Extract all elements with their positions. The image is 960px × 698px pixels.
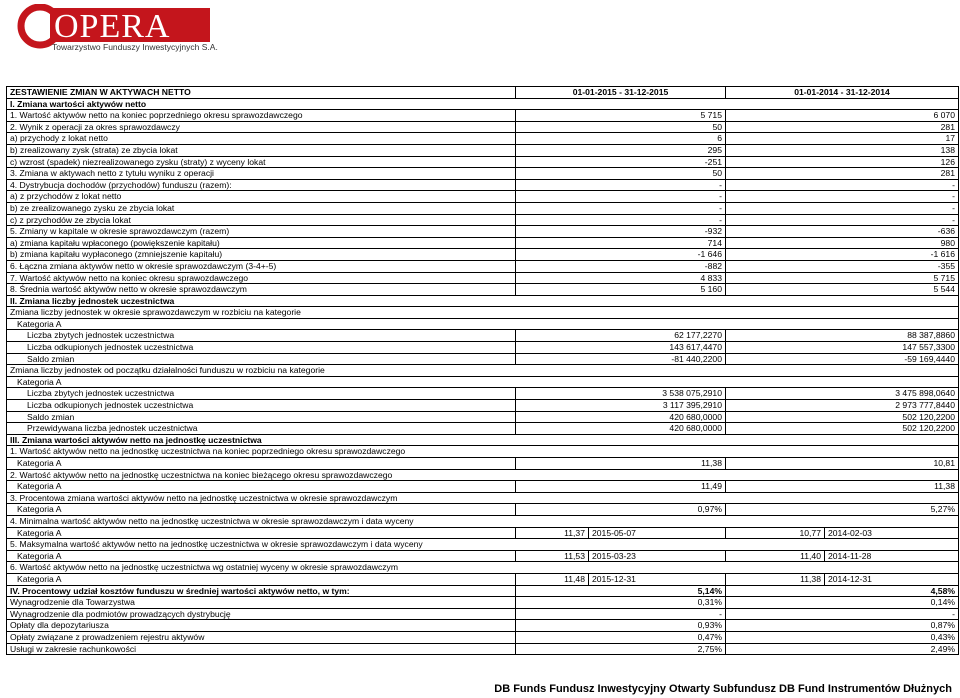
section-title-row	[7, 585, 959, 597]
table-row	[7, 214, 959, 226]
row-label: Wynagrodzenie dla podmiotów prowadzących dystrybucję	[7, 608, 516, 620]
value-previous: 5,27%	[726, 504, 959, 516]
table-row	[7, 272, 959, 284]
table-row	[7, 249, 959, 261]
row-label: a) zmiana kapitału wpłaconego (powiększenie kapitału)	[7, 237, 516, 249]
section-3-dated-body	[7, 515, 959, 585]
row-label: b) zrealizowany zysk (strata) ze zbycia lokat	[7, 144, 516, 156]
table-row	[7, 330, 959, 342]
table-row	[7, 133, 959, 145]
value-previous: -	[726, 179, 959, 191]
row-label: c) z przychodów ze zbycia lokat	[7, 214, 516, 226]
period-current: 01-01-2015 - 31-12-2015	[516, 87, 726, 99]
subsection-title: 2. Wartość aktywów netto na jednostkę uczestnictwa na koniec bieżącego okresu sprawozdawczego	[7, 469, 959, 481]
table-row	[7, 504, 959, 516]
table-title: ZESTAWIENIE ZMIAN W AKTYWACH NETTO	[7, 87, 516, 99]
value-current: 4 833	[516, 272, 726, 284]
value-previous: -1 616	[726, 249, 959, 261]
value-previous: -636	[726, 226, 959, 238]
row-label: c) wzrost (spadek) niezrealizowanego zysku (straty) z wyceny lokat	[7, 156, 516, 168]
section-1-title: I. Zmiana wartości aktywów netto	[7, 98, 959, 110]
value-current: -	[516, 214, 726, 226]
value-current: -	[516, 179, 726, 191]
value-previous: 281	[726, 121, 959, 133]
value-current: 0,97%	[516, 504, 726, 516]
value-previous: 147 557,3300	[726, 342, 959, 354]
category-label: Kategoria A	[7, 504, 516, 516]
value-previous: 10,77	[726, 527, 825, 539]
table-row	[7, 620, 959, 632]
value-current: 62 177,2270	[516, 330, 726, 342]
table-header-row	[7, 87, 959, 99]
value-current: 0,31%	[516, 597, 726, 609]
value-previous: 5 544	[726, 284, 959, 296]
value-current: 3 538 075,2910	[516, 388, 726, 400]
table-row	[7, 168, 959, 180]
value-current: 11,48	[516, 573, 589, 585]
value-current: -932	[516, 226, 726, 238]
value-current: -	[516, 202, 726, 214]
section-title-row	[7, 434, 959, 446]
row-label: b) ze zrealizowanego zysku ze zbycia lokat	[7, 202, 516, 214]
date-previous: 2014-12-31	[825, 573, 959, 585]
value-current: 0,47%	[516, 631, 726, 643]
date-previous: 2014-02-03	[825, 527, 959, 539]
value-previous: 5 715	[726, 272, 959, 284]
value-previous: -59 169,4440	[726, 353, 959, 365]
value-previous: -	[726, 214, 959, 226]
value-previous: -	[726, 608, 959, 620]
section-title-row	[7, 295, 959, 307]
row-label: 3. Zmiana w aktywach netto z tytułu wyniku z operacji	[7, 168, 516, 180]
subsection-title: 6. Wartość aktywów netto na jednostkę uczestnictwa wg ostatniej wyceny w okresie sprawozdawczym	[7, 562, 959, 574]
group-1-body	[7, 330, 959, 365]
row-label: Wynagrodzenie dla Towarzystwa	[7, 597, 516, 609]
section-1-body	[7, 110, 959, 296]
value-current: 5 160	[516, 284, 726, 296]
row-label: Liczba odkupionych jednostek uczestnictwa	[7, 342, 516, 354]
category-label: Kategoria A	[7, 550, 516, 562]
opera-logo	[10, 4, 220, 52]
value-current: -251	[516, 156, 726, 168]
period-previous: 01-01-2014 - 31-12-2014	[726, 87, 959, 99]
category-label: Kategoria A	[7, 573, 516, 585]
table-row	[7, 597, 959, 609]
table-row	[7, 284, 959, 296]
table-row	[7, 237, 959, 249]
table-row	[7, 353, 959, 365]
row-label: Opłaty związane z prowadzeniem rejestru aktywów	[7, 631, 516, 643]
table-row	[7, 156, 959, 168]
table-row	[7, 342, 959, 354]
value-previous: 2,49%	[726, 643, 959, 655]
value-previous: 126	[726, 156, 959, 168]
section-4-body	[7, 597, 959, 655]
value-previous: 88 387,8860	[726, 330, 959, 342]
value-current: 50	[516, 168, 726, 180]
value-previous: 6 070	[726, 110, 959, 122]
value-current: 11,38	[516, 458, 726, 470]
value-current: 143 617,4470	[516, 342, 726, 354]
section-title-row	[7, 98, 959, 110]
value-previous: 11,40	[726, 550, 825, 562]
table-row	[7, 458, 959, 470]
value-previous: -	[726, 191, 959, 203]
table-row	[7, 573, 959, 585]
section-4-total-current: 5,14%	[516, 585, 726, 597]
value-previous: 980	[726, 237, 959, 249]
date-current: 2015-12-31	[589, 573, 726, 585]
value-current: -882	[516, 260, 726, 272]
value-current: 295	[516, 144, 726, 156]
table-row	[7, 191, 959, 203]
value-current: 6	[516, 133, 726, 145]
group-2-body	[7, 388, 959, 434]
row-label: Liczba odkupionych jednostek uczestnictwa	[7, 400, 516, 412]
value-previous: 11,38	[726, 481, 959, 493]
date-current: 2015-03-23	[589, 550, 726, 562]
opera-logo-mark	[10, 4, 220, 52]
row-label: 2. Wynik z operacji za okres sprawozdawczy	[7, 121, 516, 133]
value-current: -81 440,2200	[516, 353, 726, 365]
table-row	[7, 608, 959, 620]
subsection-title-row	[7, 562, 959, 574]
row-label: Usługi w zakresie rachunkowości	[7, 643, 516, 655]
value-previous: 3 475 898,0640	[726, 388, 959, 400]
section-2-title: II. Zmiana liczby jednostek uczestnictwa	[7, 295, 959, 307]
value-previous: 502 120,2200	[726, 423, 959, 435]
value-previous: 17	[726, 133, 959, 145]
section-4-total-previous: 4,58%	[726, 585, 959, 597]
value-current: 3 117 395,2910	[516, 400, 726, 412]
category-label: Kategoria A	[7, 458, 516, 470]
category-label: Kategoria A	[7, 527, 516, 539]
row-label: Liczba zbytych jednostek uczestnictwa	[7, 330, 516, 342]
value-previous: 2 973 777,8440	[726, 400, 959, 412]
table-row	[7, 388, 959, 400]
row-label: 7. Wartość aktywów netto na koniec okresu sprawozdawczego	[7, 272, 516, 284]
row-label: Saldo zmian	[7, 353, 516, 365]
category-row	[7, 376, 959, 388]
row-label: 8. Średnia wartość aktywów netto w okresie sprawozdawczym	[7, 284, 516, 296]
table-row	[7, 643, 959, 655]
section-4-title: IV. Procentowy udział kosztów funduszu w średniej wartości aktywów netto, w tym:	[7, 585, 516, 597]
table-row	[7, 226, 959, 238]
subsection-title: 3. Procentowa zmiana wartości aktywów netto na jednostkę uczestnictwa w okresie sprawozdawczym	[7, 492, 959, 504]
subsection-title: 1. Wartość aktywów netto na jednostkę uczestnictwa na koniec poprzedniego okresu sprawozdawczego	[7, 446, 959, 458]
value-previous: -	[726, 202, 959, 214]
group-title-row	[7, 307, 959, 319]
svg-text:OPERA: OPERA	[54, 8, 171, 45]
row-label: 1. Wartość aktywów netto na koniec poprzedniego okresu sprawozdawczego	[7, 110, 516, 122]
footer-fund-name: DB Funds Fundusz Inwestycyjny Otwarty Subfundusz DB Fund Instrumentów Dłużnych	[494, 683, 952, 695]
value-current: -	[516, 191, 726, 203]
subsection-title-row	[7, 539, 959, 551]
table-row	[7, 411, 959, 423]
value-current: -1 646	[516, 249, 726, 261]
value-current: 50	[516, 121, 726, 133]
row-label: Saldo zmian	[7, 411, 516, 423]
value-previous: 0,43%	[726, 631, 959, 643]
date-previous: 2014-11-28	[825, 550, 959, 562]
group-1-title: Zmiana liczby jednostek w okresie sprawozdawczym w rozbiciu na kategorie	[7, 307, 959, 319]
row-label: 5. Zmiany w kapitale w okresie sprawozdawczym (razem)	[7, 226, 516, 238]
value-current: 11,49	[516, 481, 726, 493]
subsection-title: 4. Minimalna wartość aktywów netto na jednostkę uczestnictwa w okresie sprawozdawczym i data wyceny	[7, 515, 959, 527]
group-2-title: Zmiana liczby jednostek od początku działalności funduszu w rozbiciu na kategorie	[7, 365, 959, 377]
value-current: 0,93%	[516, 620, 726, 632]
subsection-title-row	[7, 515, 959, 527]
value-previous: 0,87%	[726, 620, 959, 632]
value-current: -	[516, 608, 726, 620]
row-label: Przewidywana liczba jednostek uczestnictwa	[7, 423, 516, 435]
table-row	[7, 144, 959, 156]
row-label: Opłaty dla depozytariusza	[7, 620, 516, 632]
table-row	[7, 631, 959, 643]
table-row	[7, 121, 959, 133]
value-previous: -355	[726, 260, 959, 272]
table-row	[7, 179, 959, 191]
table-row	[7, 481, 959, 493]
row-label: 4. Dystrybucja dochodów (przychodów) funduszu (razem):	[7, 179, 516, 191]
subsection-title-row	[7, 492, 959, 504]
table-row	[7, 202, 959, 214]
value-previous: 0,14%	[726, 597, 959, 609]
subsection-title-row	[7, 469, 959, 481]
row-label: b) zmiana kapitału wypłaconego (zmniejszenie kapitału)	[7, 249, 516, 261]
date-current: 2015-05-07	[589, 527, 726, 539]
value-previous: 502 120,2200	[726, 411, 959, 423]
table-row	[7, 260, 959, 272]
net-assets-table	[6, 86, 959, 655]
value-current: 5 715	[516, 110, 726, 122]
value-current: 11,53	[516, 550, 589, 562]
table-row	[7, 423, 959, 435]
table-row	[7, 110, 959, 122]
row-label: Liczba zbytych jednostek uczestnictwa	[7, 388, 516, 400]
group-2-category: Kategoria A	[7, 376, 959, 388]
group-title-row	[7, 365, 959, 377]
value-previous: 11,38	[726, 573, 825, 585]
value-current: 420 680,0000	[516, 411, 726, 423]
value-current: 714	[516, 237, 726, 249]
table-row	[7, 527, 959, 539]
row-label: 6. Łączna zmiana aktywów netto w okresie sprawozdawczym (3-4+-5)	[7, 260, 516, 272]
subsection-title-row	[7, 446, 959, 458]
section-3-title: III. Zmiana wartości aktywów netto na jednostkę uczestnictwa	[7, 434, 959, 446]
value-current: 2,75%	[516, 643, 726, 655]
row-label: a) przychody z lokat netto	[7, 133, 516, 145]
row-label: a) z przychodów z lokat netto	[7, 191, 516, 203]
table-row	[7, 550, 959, 562]
table-row	[7, 400, 959, 412]
value-current: 11,37	[516, 527, 589, 539]
category-label: Kategoria A	[7, 481, 516, 493]
subsection-title: 5. Maksymalna wartość aktywów netto na jednostkę uczestnictwa w okresie sprawozdawczym i data wyceny	[7, 539, 959, 551]
value-previous: 281	[726, 168, 959, 180]
svg-text:Towarzystwo Funduszy Inwestycy: Towarzystwo Funduszy Inwestycyjnych S.A.	[52, 42, 218, 52]
value-previous: 10,81	[726, 458, 959, 470]
category-row	[7, 318, 959, 330]
group-1-category: Kategoria A	[7, 318, 959, 330]
section-3-simple-body	[7, 446, 959, 516]
value-previous: 138	[726, 144, 959, 156]
value-current: 420 680,0000	[516, 423, 726, 435]
